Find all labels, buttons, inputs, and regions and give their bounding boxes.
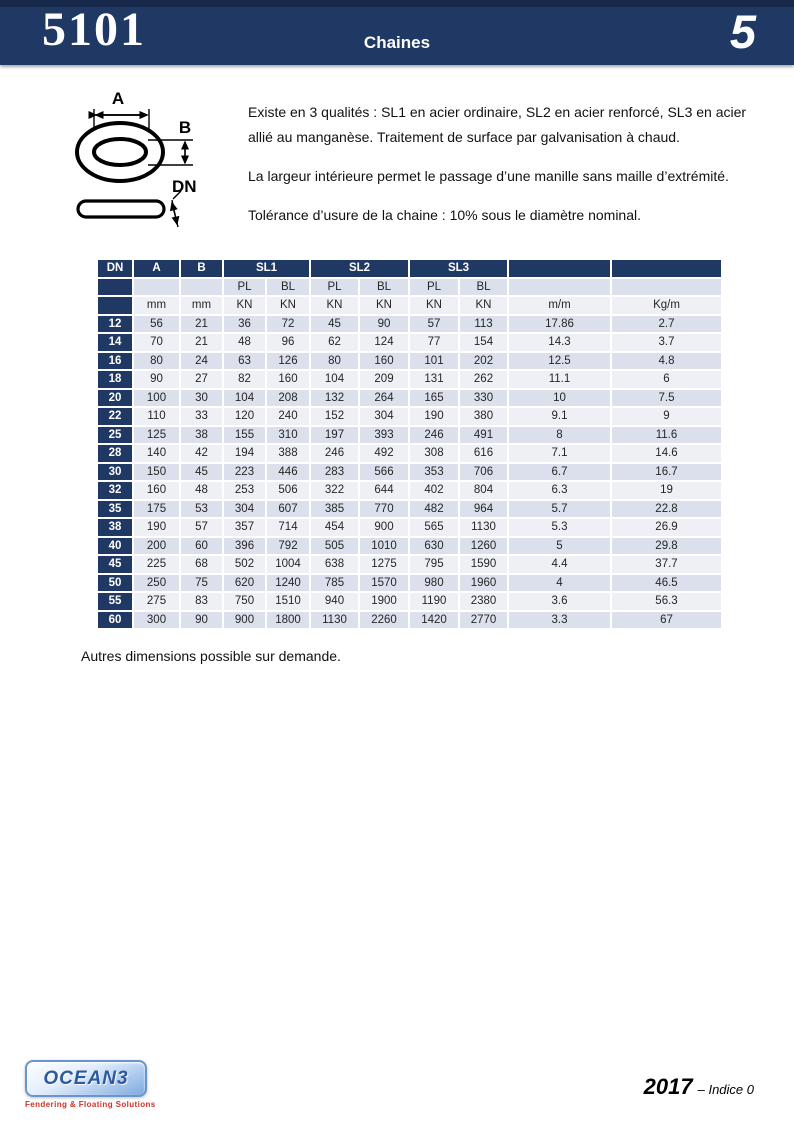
- table-cell: 37.7: [612, 556, 721, 573]
- table-cell: 1130: [460, 519, 507, 536]
- table-cell: 283: [311, 464, 358, 481]
- table-cell: 253: [224, 482, 265, 499]
- link-outer-oval: [77, 123, 163, 181]
- table-row: [98, 482, 721, 499]
- table-row: [98, 464, 721, 481]
- table-cell: 160: [267, 371, 309, 388]
- table-row: [98, 408, 721, 425]
- table-cell: 70: [134, 334, 179, 351]
- table-subheader-cell: [134, 279, 179, 296]
- table-unit-cell: KN: [360, 297, 408, 314]
- table-row: [98, 334, 721, 351]
- table-cell: 56: [134, 316, 179, 333]
- table-cell: 155: [224, 427, 265, 444]
- table-cell: 357: [224, 519, 265, 536]
- table-cell: 396: [224, 538, 265, 555]
- table-cell: 1570: [360, 575, 408, 592]
- table-cell: 12.5: [509, 353, 610, 370]
- table-cell: 72: [267, 316, 309, 333]
- table-cell: 1510: [267, 593, 309, 610]
- table-cell: 402: [410, 482, 458, 499]
- table-cell: 27: [181, 371, 222, 388]
- table-cell: 38: [181, 427, 222, 444]
- table-cell: 140: [134, 445, 179, 462]
- table-cell: 80: [311, 353, 358, 370]
- table-row: [98, 390, 721, 407]
- table-cell: 62: [311, 334, 358, 351]
- table-dn-cell: 50: [98, 575, 132, 592]
- table-cell: 3.3: [509, 612, 610, 629]
- table-cell: 388: [267, 445, 309, 462]
- table-cell: 104: [224, 390, 265, 407]
- table-cell: 124: [360, 334, 408, 351]
- table-cell: 4.4: [509, 556, 610, 573]
- table-cell: 11.6: [612, 427, 721, 444]
- table-cell: 90: [181, 612, 222, 629]
- dimensions-table: [96, 258, 723, 630]
- table-dn-cell: 16: [98, 353, 132, 370]
- table-cell: 2380: [460, 593, 507, 610]
- table-subheader-cell: [98, 279, 132, 296]
- table-cell: 275: [134, 593, 179, 610]
- table-cell: 45: [311, 316, 358, 333]
- table-cell: 2.7: [612, 316, 721, 333]
- page-number: 5: [729, 5, 756, 58]
- table-group-header: SL2: [311, 260, 408, 277]
- table-cell: 68: [181, 556, 222, 573]
- table-cell: 330: [460, 390, 507, 407]
- table-cell: 42: [181, 445, 222, 462]
- table-cell: 48: [181, 482, 222, 499]
- table-cell: 1130: [311, 612, 358, 629]
- table-cell: 48: [224, 334, 265, 351]
- table-cell: 96: [267, 334, 309, 351]
- table-unit-cell: mm: [134, 297, 179, 314]
- table-cell: 132: [311, 390, 358, 407]
- table-subheader-cell: [509, 279, 610, 296]
- table-dn-cell: 22: [98, 408, 132, 425]
- table-dn-cell: 45: [98, 556, 132, 573]
- table-cell: 160: [360, 353, 408, 370]
- table-cell: 300: [134, 612, 179, 629]
- table-cell: 101: [410, 353, 458, 370]
- table-cell: 770: [360, 501, 408, 518]
- table-cell: 160: [134, 482, 179, 499]
- chain-link-drawing: [60, 88, 245, 230]
- table-cell: 454: [311, 519, 358, 536]
- link-side-view-bar: [78, 201, 164, 217]
- table-cell: 223: [224, 464, 265, 481]
- table-cell: 446: [267, 464, 309, 481]
- edition-year: 2017: [643, 1074, 693, 1099]
- table-cell: 353: [410, 464, 458, 481]
- table-cell: 246: [311, 445, 358, 462]
- table-unit-cell: m/m: [509, 297, 610, 314]
- table-cell: 33: [181, 408, 222, 425]
- table-cell: 14.6: [612, 445, 721, 462]
- table-row: [98, 445, 721, 462]
- table-cell: 264: [360, 390, 408, 407]
- table-units-row: [98, 297, 721, 314]
- table-cell: 750: [224, 593, 265, 610]
- table-cell: 7.5: [612, 390, 721, 407]
- table-cell: 77: [410, 334, 458, 351]
- table-subheader-cell: BL: [267, 279, 309, 296]
- intro-paragraph-width: La largeur intérieure permet le passage d’une manille sans maille d’extrémité.: [248, 168, 729, 184]
- table-group-header: [509, 260, 610, 277]
- table-row: [98, 612, 721, 629]
- table-cell: 131: [410, 371, 458, 388]
- table-cell: 6.3: [509, 482, 610, 499]
- table-cell: 1260: [460, 538, 507, 555]
- table-row: [98, 519, 721, 536]
- table-group-header: SL1: [224, 260, 309, 277]
- table-row: [98, 353, 721, 370]
- table-cell: 6.7: [509, 464, 610, 481]
- table-cell: 385: [311, 501, 358, 518]
- table-dn-cell: 32: [98, 482, 132, 499]
- table-cell: 104: [311, 371, 358, 388]
- intro-paragraph-qualities: Existe en 3 qualités : SL1 en acier ordinaire, SL2 en acier renforcé, SL3 en acier allié au manganèse. Traitement de surface par galvanisation à chaud.: [248, 104, 747, 145]
- table-row: [98, 427, 721, 444]
- table-group-header: B: [181, 260, 222, 277]
- table-cell: 57: [181, 519, 222, 536]
- table-row: [98, 593, 721, 610]
- table-cell: 225: [134, 556, 179, 573]
- table-cell: 5: [509, 538, 610, 555]
- table-row: [98, 316, 721, 333]
- table-cell: 4.8: [612, 353, 721, 370]
- table-cell: 380: [460, 408, 507, 425]
- table-cell: 9: [612, 408, 721, 425]
- table-cell: 246: [410, 427, 458, 444]
- table-subheader-cell: [612, 279, 721, 296]
- table-cell: 17.86: [509, 316, 610, 333]
- intro-text: [248, 100, 764, 228]
- table-cell: 1960: [460, 575, 507, 592]
- table-cell: 785: [311, 575, 358, 592]
- table-dn-cell: 30: [98, 464, 132, 481]
- table-cell: 1240: [267, 575, 309, 592]
- table-cell: 175: [134, 501, 179, 518]
- table-cell: 154: [460, 334, 507, 351]
- table-cell: 616: [460, 445, 507, 462]
- table-cell: 900: [360, 519, 408, 536]
- table-row: [98, 575, 721, 592]
- table-cell: 11.1: [509, 371, 610, 388]
- table-cell: 638: [311, 556, 358, 573]
- table-dn-cell: 55: [98, 593, 132, 610]
- dimension-b-label: B: [178, 118, 192, 137]
- table-cell: 491: [460, 427, 507, 444]
- table-cell: 250: [134, 575, 179, 592]
- table-unit-cell: [98, 297, 132, 314]
- table-cell: 6: [612, 371, 721, 388]
- ocean3-logo: [25, 1060, 156, 1109]
- table-unit-cell: Kg/m: [612, 297, 721, 314]
- table-dn-cell: 20: [98, 390, 132, 407]
- table-cell: 620: [224, 575, 265, 592]
- table-cell: 1420: [410, 612, 458, 629]
- table-cell: 197: [311, 427, 358, 444]
- ocean3-logo-text: OCEAN3: [43, 1067, 129, 1089]
- table-cell: 110: [134, 408, 179, 425]
- edition-indice: – Indice 0: [697, 1082, 754, 1097]
- table-cell: 75: [181, 575, 222, 592]
- table-dn-cell: 28: [98, 445, 132, 462]
- header-bar: [0, 0, 794, 65]
- table-subheader-cell: BL: [460, 279, 507, 296]
- table-dn-cell: 14: [98, 334, 132, 351]
- table-cell: 607: [267, 501, 309, 518]
- page-title: Chaines: [363, 33, 431, 52]
- table-cell: 482: [410, 501, 458, 518]
- note-text: Autres dimensions possible sur demande.: [81, 648, 341, 664]
- table-cell: 630: [410, 538, 458, 555]
- table-cell: 804: [460, 482, 507, 499]
- table-unit-cell: KN: [224, 297, 265, 314]
- table-cell: 21: [181, 334, 222, 351]
- table-subheader-cell: [181, 279, 222, 296]
- table-dn-cell: 18: [98, 371, 132, 388]
- table-cell: 7.1: [509, 445, 610, 462]
- table-group-header: SL3: [410, 260, 507, 277]
- table-cell: 19: [612, 482, 721, 499]
- table-unit-cell: KN: [460, 297, 507, 314]
- table-subheader-cell: PL: [224, 279, 265, 296]
- table-cell: 26.9: [612, 519, 721, 536]
- table-dn-cell: 60: [98, 612, 132, 629]
- table-cell: 209: [360, 371, 408, 388]
- table-cell: 63: [224, 353, 265, 370]
- table-cell: 393: [360, 427, 408, 444]
- table-cell: 113: [460, 316, 507, 333]
- table-cell: 566: [360, 464, 408, 481]
- table-cell: 1010: [360, 538, 408, 555]
- table-cell: 1590: [460, 556, 507, 573]
- table-unit-cell: mm: [181, 297, 222, 314]
- table-cell: 82: [224, 371, 265, 388]
- table-subheader-cell: PL: [410, 279, 458, 296]
- table-cell: 1900: [360, 593, 408, 610]
- table-cell: 900: [224, 612, 265, 629]
- table-cell: 126: [267, 353, 309, 370]
- table-cell: 492: [360, 445, 408, 462]
- table-cell: 644: [360, 482, 408, 499]
- table-cell: 90: [134, 371, 179, 388]
- table-cell: 120: [224, 408, 265, 425]
- table-cell: 46.5: [612, 575, 721, 592]
- table-unit-cell: KN: [267, 297, 309, 314]
- table-cell: 1190: [410, 593, 458, 610]
- ocean3-logo-tagline: Fendering & Floating Solutions: [25, 1100, 156, 1109]
- table-subheader-cell: BL: [360, 279, 408, 296]
- table-cell: 152: [311, 408, 358, 425]
- table-cell: 3.7: [612, 334, 721, 351]
- table-cell: 505: [311, 538, 358, 555]
- edition-info: [644, 1074, 754, 1100]
- table-cell: 5.3: [509, 519, 610, 536]
- table-cell: 16.7: [612, 464, 721, 481]
- table-group-header: DN: [98, 260, 132, 277]
- table-cell: 21: [181, 316, 222, 333]
- table-cell: 506: [267, 482, 309, 499]
- table-cell: 100: [134, 390, 179, 407]
- table-dn-cell: 40: [98, 538, 132, 555]
- table-cell: 125: [134, 427, 179, 444]
- table-cell: 80: [134, 353, 179, 370]
- ocean3-logo-badge: [25, 1060, 147, 1097]
- table-cell: 90: [360, 316, 408, 333]
- table-cell: 262: [460, 371, 507, 388]
- table-cell: 502: [224, 556, 265, 573]
- table-group-row: [98, 260, 721, 277]
- table-cell: 14.3: [509, 334, 610, 351]
- table-cell: 304: [224, 501, 265, 518]
- dimension-a-label: A: [111, 89, 125, 108]
- table-cell: 150: [134, 464, 179, 481]
- table-cell: 5.7: [509, 501, 610, 518]
- table-cell: 1275: [360, 556, 408, 573]
- table-row: [98, 371, 721, 388]
- table-cell: 714: [267, 519, 309, 536]
- table-unit-cell: KN: [410, 297, 458, 314]
- table-dn-cell: 38: [98, 519, 132, 536]
- table-cell: 8: [509, 427, 610, 444]
- table-row: [98, 501, 721, 518]
- table-cell: 24: [181, 353, 222, 370]
- table-cell: 36: [224, 316, 265, 333]
- table-cell: 194: [224, 445, 265, 462]
- table-unit-cell: KN: [311, 297, 358, 314]
- table-group-header: A: [134, 260, 179, 277]
- table-cell: 53: [181, 501, 222, 518]
- table-cell: 45: [181, 464, 222, 481]
- table-cell: 190: [134, 519, 179, 536]
- table-cell: 4: [509, 575, 610, 592]
- table-cell: 2770: [460, 612, 507, 629]
- doc-number: 5101: [42, 3, 146, 56]
- dimension-dn-label: DN: [172, 177, 197, 196]
- table-cell: 795: [410, 556, 458, 573]
- table-cell: 200: [134, 538, 179, 555]
- table-cell: 940: [311, 593, 358, 610]
- table-cell: 706: [460, 464, 507, 481]
- table-cell: 30: [181, 390, 222, 407]
- table-cell: 964: [460, 501, 507, 518]
- intro-paragraph-tolerance: Tolérance d’usure de la chaine : 10% sous le diamètre nominal.: [248, 207, 642, 223]
- table-cell: 565: [410, 519, 458, 536]
- table-cell: 190: [410, 408, 458, 425]
- table-cell: 240: [267, 408, 309, 425]
- table-dn-cell: 35: [98, 501, 132, 518]
- dimension-dn-arrowhead-bottom: [172, 200, 177, 224]
- table-cell: 57: [410, 316, 458, 333]
- table-cell: 1004: [267, 556, 309, 573]
- table-cell: 202: [460, 353, 507, 370]
- table-cell: 1800: [267, 612, 309, 629]
- table-cell: 9.1: [509, 408, 610, 425]
- table-cell: 165: [410, 390, 458, 407]
- table-cell: 308: [410, 445, 458, 462]
- table-row: [98, 538, 721, 555]
- table-cell: 60: [181, 538, 222, 555]
- table-subheader-row: [98, 279, 721, 296]
- table-row: [98, 556, 721, 573]
- table-cell: 980: [410, 575, 458, 592]
- table-group-header: [612, 260, 721, 277]
- table-cell: 322: [311, 482, 358, 499]
- chain-link-diagram: [60, 88, 245, 230]
- table-cell: 67: [612, 612, 721, 629]
- table-cell: 310: [267, 427, 309, 444]
- table-cell: 10: [509, 390, 610, 407]
- table-cell: 22.8: [612, 501, 721, 518]
- table-cell: 792: [267, 538, 309, 555]
- table-cell: 29.8: [612, 538, 721, 555]
- table-cell: 208: [267, 390, 309, 407]
- table-dn-cell: 12: [98, 316, 132, 333]
- table-cell: 304: [360, 408, 408, 425]
- table-cell: 2260: [360, 612, 408, 629]
- link-inner-oval: [94, 139, 146, 165]
- table-subheader-cell: PL: [311, 279, 358, 296]
- table-cell: 56.3: [612, 593, 721, 610]
- table-cell: 3.6: [509, 593, 610, 610]
- table-dn-cell: 25: [98, 427, 132, 444]
- table-cell: 83: [181, 593, 222, 610]
